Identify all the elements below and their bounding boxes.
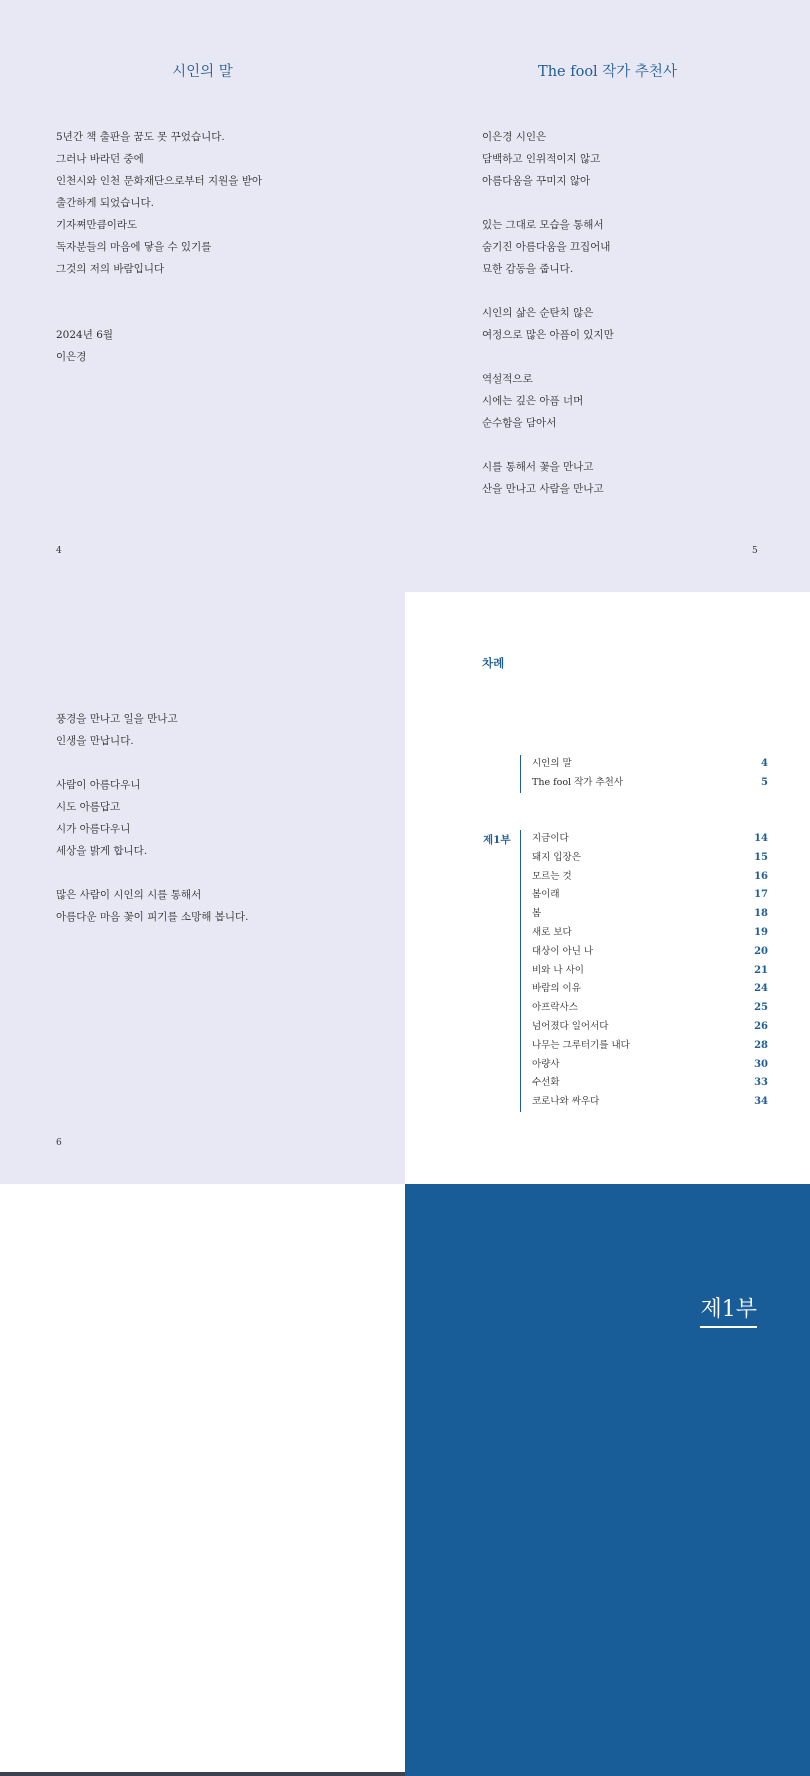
toc-entry-title: The fool 작가 추천사 xyxy=(532,776,624,788)
toc-entry-page: 5 xyxy=(761,776,768,788)
text-line: 산을 만나고 사람을 만나고 xyxy=(482,483,604,495)
page-title-recommendation: The fool 작가 추천사 xyxy=(538,64,677,80)
blank-line xyxy=(482,434,614,456)
toc-entry-page: 28 xyxy=(754,1039,768,1051)
toc-entry[interactable] xyxy=(532,886,768,905)
text-line: 세상을 밝게 합니다. xyxy=(56,845,148,857)
text-line: 풍경을 만나고 일을 만나고 xyxy=(56,713,178,725)
toc-entry-title: 아프락사스 xyxy=(532,1002,578,1014)
text-line: 여정으로 많은 아픔이 있지만 xyxy=(482,329,614,341)
toc-entry-page: 18 xyxy=(754,908,768,920)
text-line: 인천시와 인천 문화재단으로부터 지원을 받아 xyxy=(56,175,263,187)
text-line: 아름다움을 꾸미지 않아 xyxy=(482,175,591,187)
toc-entry[interactable] xyxy=(532,999,768,1018)
toc-heading: 차례 xyxy=(482,656,505,670)
toc-entry[interactable] xyxy=(532,1018,768,1037)
toc-entry-title: 새로 보다 xyxy=(532,926,572,938)
text-line: 독자분들의 마음에 닿을 수 있기를 xyxy=(56,241,212,253)
blank-line xyxy=(482,346,614,368)
text-line: 역설적으로 xyxy=(482,373,533,385)
blank-line xyxy=(56,280,262,302)
text-line: 인생을 만납니다. xyxy=(56,735,134,747)
recommendation-text-continued xyxy=(56,708,248,928)
toc-part1-list xyxy=(520,830,768,1112)
blank-line xyxy=(56,752,248,774)
toc-entry-title: 봄 xyxy=(532,908,542,920)
toc-entry-title: 돼지 입장은 xyxy=(532,851,581,863)
toc-entry-page: 15 xyxy=(754,851,768,863)
toc-entry[interactable] xyxy=(532,830,768,849)
text-line: 이은경 xyxy=(56,351,87,363)
toc-entry-title: 모르는 것 xyxy=(532,870,572,882)
toc-entry-title: 시인의 말 xyxy=(532,758,572,769)
text-line: 시가 아름다우니 xyxy=(56,823,131,835)
toc-entry-title: 넘어졌다 일어서다 xyxy=(532,1020,609,1032)
poet-words-text xyxy=(56,126,262,368)
toc-part-label: 제1부 xyxy=(483,834,511,846)
page-number: 5 xyxy=(752,546,758,556)
toc-entry-title: 코로나와 싸우다 xyxy=(532,1096,600,1108)
toc-entry-page: 34 xyxy=(754,1096,768,1108)
toc-entry-title: 지금이다 xyxy=(532,833,569,844)
toc-entry-title: 수선화 xyxy=(532,1077,560,1089)
toc-entry[interactable] xyxy=(532,905,768,924)
text-line: 그러나 바라던 중에 xyxy=(56,153,144,165)
toc-front-list xyxy=(520,755,768,793)
page-4 xyxy=(0,0,405,592)
toc-entry-title: 봄이래 xyxy=(532,889,560,901)
text-line: 이은경 시인은 xyxy=(482,131,547,143)
toc-entry-page: 30 xyxy=(754,1058,768,1070)
toc-entry[interactable] xyxy=(532,755,768,774)
page-number: 4 xyxy=(56,546,62,556)
recommendation-text xyxy=(482,126,614,500)
toc-entry-title: 바람의 이유 xyxy=(532,983,581,995)
toc-entry[interactable] xyxy=(532,868,768,887)
text-line: 시를 통해서 꽃을 만나고 xyxy=(482,461,594,473)
text-line: 담백하고 인위적이지 않고 xyxy=(482,153,601,165)
text-line: 시에는 깊은 아픔 너머 xyxy=(482,395,584,407)
text-line: 순수함을 담아서 xyxy=(482,417,557,429)
part-title-page xyxy=(405,1184,810,1776)
toc-entry-title: 나무는 그루터기를 내다 xyxy=(532,1039,630,1051)
toc-entry-page: 20 xyxy=(754,945,768,957)
toc-entry[interactable] xyxy=(532,980,768,999)
toc-entry-page: 14 xyxy=(754,833,768,844)
blank-page xyxy=(0,1184,405,1776)
text-line: 출간하게 되었습니다. xyxy=(56,197,154,209)
blank-line xyxy=(56,302,262,324)
toc-entry[interactable] xyxy=(532,774,768,793)
toc-entry-title: 대상이 아닌 나 xyxy=(532,945,594,957)
toc-entry[interactable] xyxy=(532,1037,768,1056)
text-line: 숨기진 아름다움을 끄집어내 xyxy=(482,241,611,253)
page-number: 6 xyxy=(56,1138,62,1148)
text-line: 그것의 저의 바람입니다 xyxy=(56,263,165,275)
toc-entry-page: 24 xyxy=(754,983,768,995)
part-title: 제1부 xyxy=(700,1292,757,1328)
text-line: 5년간 책 출판을 꿈도 못 꾸었습니다. xyxy=(56,131,225,143)
text-line: 묘한 감동을 줍니다. xyxy=(482,263,574,275)
blank-line xyxy=(482,280,614,302)
toc-entry-page: 17 xyxy=(754,889,768,901)
toc-entry-page: 19 xyxy=(754,926,768,938)
toc-entry-page: 26 xyxy=(754,1020,768,1032)
page-5 xyxy=(405,0,810,592)
page-title-poet-words: 시인의 말 xyxy=(172,64,233,80)
text-line: 사람이 아름다우니 xyxy=(56,779,141,791)
toc-entry-page: 33 xyxy=(754,1077,768,1089)
toc-entry-title: 비와 나 사이 xyxy=(532,964,584,976)
page-6 xyxy=(0,592,405,1184)
toc-entry-title: 아량사 xyxy=(532,1058,560,1070)
text-line: 기자쪄만큼이라도 xyxy=(56,219,138,231)
text-line: 아름다운 마음 꽃이 피기를 소망해 봅니다. xyxy=(56,911,249,923)
text-line: 많은 사람이 시인의 시를 통해서 xyxy=(56,889,202,901)
toc-entry-page: 4 xyxy=(761,758,768,769)
blank-line xyxy=(482,192,614,214)
toc-entry[interactable] xyxy=(532,943,768,962)
text-line: 시인의 삶은 순탄치 않은 xyxy=(482,307,594,319)
text-line: 있는 그대로 모습을 통해서 xyxy=(482,219,604,231)
toc-entry[interactable] xyxy=(532,924,768,943)
toc-entry[interactable] xyxy=(532,1074,768,1093)
toc-entry[interactable] xyxy=(532,849,768,868)
toc-entry-page: 16 xyxy=(754,870,768,882)
toc-entry-page: 21 xyxy=(754,964,768,976)
page-edge xyxy=(0,1772,405,1776)
toc-entry[interactable] xyxy=(532,1093,768,1112)
text-line: 시도 아름답고 xyxy=(56,801,121,813)
text-line: 2024년 6월 xyxy=(56,329,114,341)
toc-entry-page: 25 xyxy=(754,1002,768,1014)
toc-entry[interactable] xyxy=(532,962,768,981)
toc-entry[interactable] xyxy=(532,1056,768,1075)
blank-line xyxy=(56,862,248,884)
